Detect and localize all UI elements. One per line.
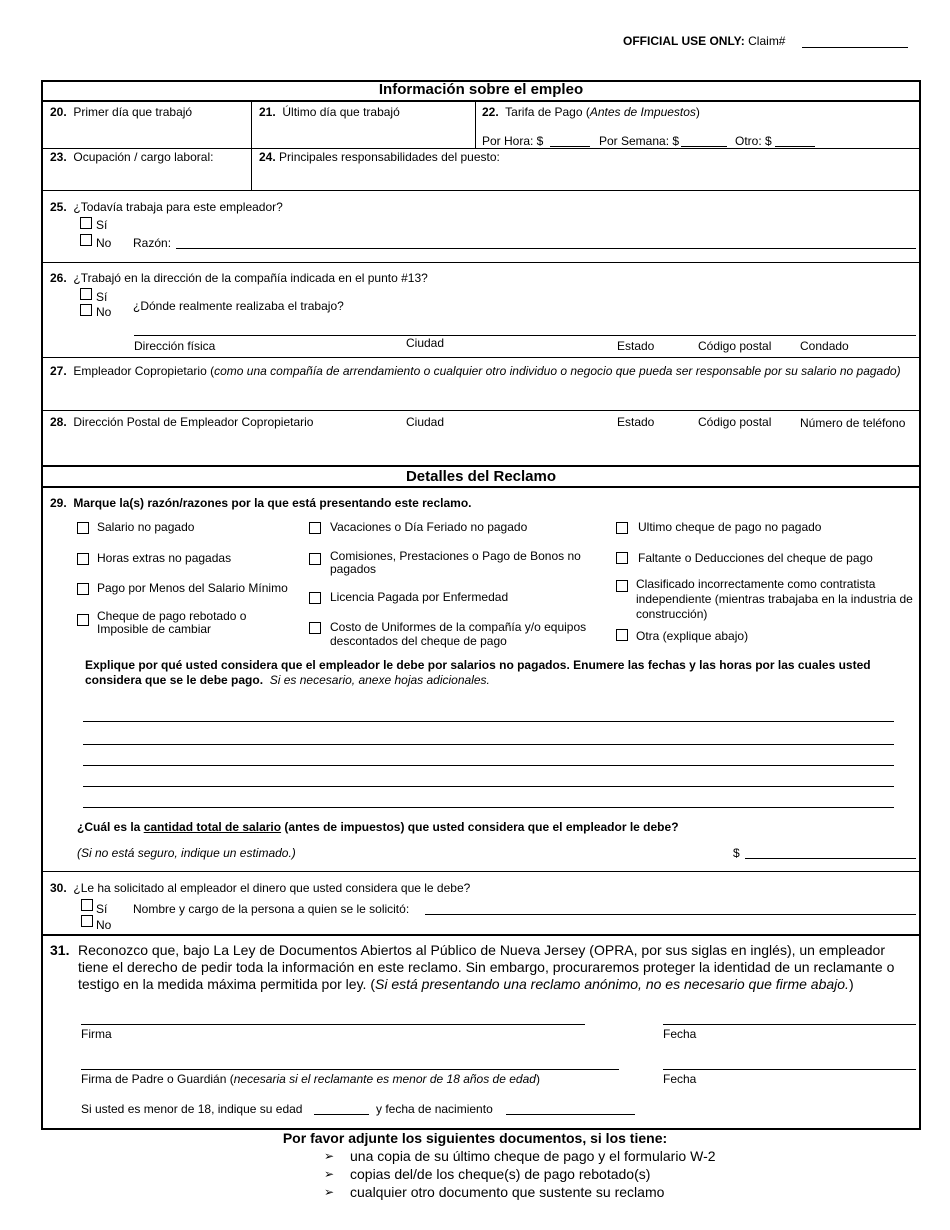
arrow-bullet-icon: ➢ bbox=[324, 1149, 335, 1163]
minor-age-field[interactable] bbox=[314, 1114, 369, 1115]
q30-label: ¿Le ha solicitado al empleador el dinero que usted considera que le debe? bbox=[73, 881, 471, 895]
minor-dob-field[interactable] bbox=[506, 1114, 635, 1115]
reason-commissions-checkbox[interactable] bbox=[309, 553, 321, 565]
q27: 27. Empleador Copropietario (como una compañía de arrendamiento o cualquier otro individuo o negocio que pueda ser responsable por su salario no pagado) bbox=[50, 364, 901, 378]
q26-yes-checkbox[interactable] bbox=[80, 288, 92, 300]
minor-age-label: Si usted es menor de 18, indique su edad bbox=[81, 1102, 303, 1116]
reason-min-wage-label: Pago por Menos del Salario Mínimo bbox=[97, 581, 288, 595]
q31-text: Reconozco que, bajo La Ley de Documentos Abiertos al Público de Nueva Jersey (OPRA, por sus siglas en inglés), un empleador tiene el derecho de pedir toda la información en este reclamo. Sin embargo, procuraremos proteger la identidad de un reclamante o testigo en la medida máxima permitida por ley. (Si está presentando una reclamo anónimo, no es necesario que firme abajo.) bbox=[78, 942, 895, 992]
reason-unpaid-wages-label: Salario no pagado bbox=[97, 520, 195, 534]
q30-name-field[interactable] bbox=[425, 914, 916, 915]
reason-overtime-checkbox[interactable] bbox=[77, 553, 89, 565]
q28: 28. Dirección Postal de Empleador Copropietario bbox=[50, 415, 314, 429]
date-field[interactable] bbox=[663, 1024, 916, 1025]
explain-line-4[interactable] bbox=[83, 786, 894, 787]
footer-title: Por favor adjunte los siguientes documentos, si los tiene: bbox=[282, 1130, 668, 1146]
q30: 30. ¿Le ha solicitado al empleador el dinero que usted considera que le debe? bbox=[50, 881, 471, 895]
reason-bounced-check-checkbox[interactable] bbox=[77, 614, 89, 626]
weekly-rate-field[interactable] bbox=[681, 146, 727, 147]
q28-label: Dirección Postal de Empleador Copropietario bbox=[73, 415, 314, 429]
q25-label: ¿Todavía trabaja para este empleador? bbox=[73, 200, 283, 214]
explain-line-2[interactable] bbox=[83, 744, 894, 745]
co-city-label: Ciudad bbox=[406, 415, 445, 429]
reason-commissions-label: Comisiones, Prestaciones o Pago de Bonos no pagados bbox=[330, 549, 581, 576]
reason-unpaid-wages-checkbox[interactable] bbox=[77, 522, 89, 534]
q20: 20. Primer día que trabajó bbox=[50, 105, 193, 119]
q22-other: Otro: $ bbox=[735, 134, 772, 148]
signature-label: Firma bbox=[81, 1027, 112, 1041]
reason-bounced-check-label: Cheque de pago rebotado o Imposible de cambiar bbox=[97, 609, 247, 636]
co-zip-label: Código postal bbox=[698, 415, 772, 429]
guardian-date-label: Fecha bbox=[663, 1072, 697, 1086]
reason-other-label: Otra (explique abajo) bbox=[636, 629, 749, 643]
reason-other-checkbox[interactable] bbox=[616, 629, 628, 641]
arrow-bullet-icon: ➢ bbox=[324, 1167, 335, 1181]
q25-no-checkbox[interactable] bbox=[80, 234, 92, 246]
q30-name-label: Nombre y cargo de la persona a quien se le solicitó: bbox=[133, 902, 410, 916]
official-use-header bbox=[623, 34, 785, 48]
city-label: Ciudad bbox=[406, 336, 445, 350]
q30-yes-label: Sí bbox=[96, 902, 108, 916]
reason-misclassified-label: Clasificado incorrectamente como contratista independiente (mientras trabajaba en la industria de construcción) bbox=[636, 577, 913, 621]
reason-deductions-checkbox[interactable] bbox=[616, 552, 628, 564]
date-label: Fecha bbox=[663, 1027, 697, 1041]
q26-label: ¿Trabajó en la dirección de la compañía indicada en el punto #13? bbox=[73, 271, 428, 285]
reason-vacation-label: Vacaciones o Día Feriado no pagado bbox=[330, 520, 528, 534]
co-employer-field[interactable] bbox=[42, 410, 920, 411]
q26-yes-label: Sí bbox=[96, 290, 108, 304]
addr-physical-label: Dirección física bbox=[134, 339, 216, 353]
reason-deductions-label: Faltante o Deducciones del cheque de pago bbox=[638, 551, 873, 565]
q31-number: 31. bbox=[50, 942, 70, 958]
q26: 26. ¿Trabajó en la dirección de la compañía indicada en el punto #13? bbox=[50, 271, 428, 285]
q30-no-label: No bbox=[96, 918, 112, 932]
claim-section-title: Detalles del Reclamo bbox=[405, 468, 557, 485]
reason-uniforms-checkbox[interactable] bbox=[309, 622, 321, 634]
q22: 22. Tarifa de Pago (Antes de Impuestos) bbox=[482, 105, 700, 119]
minor-dob-label: y fecha de nacimiento bbox=[376, 1102, 493, 1116]
claim-number-field[interactable] bbox=[802, 47, 908, 48]
other-rate-field[interactable] bbox=[775, 146, 815, 147]
reason-label: Razón: bbox=[133, 236, 172, 250]
claim-number-label: Claim# bbox=[748, 34, 786, 48]
reason-sick-leave-checkbox[interactable] bbox=[309, 592, 321, 604]
q24: 24. Principales responsabilidades del puesto: bbox=[259, 150, 500, 164]
state-label: Estado bbox=[617, 339, 655, 353]
employment-section-title: Información sobre el empleo bbox=[378, 81, 584, 98]
q26-where-label: ¿Dónde realmente realizaba el trabajo? bbox=[133, 299, 344, 313]
q29: 29. Marque la(s) razón/razones por la que está presentando este reclamo. bbox=[50, 496, 472, 510]
reason-sick-leave-label: Licencia Pagada por Enfermedad bbox=[330, 590, 509, 604]
zip-label: Código postal bbox=[698, 339, 772, 353]
explain-line-5[interactable] bbox=[83, 807, 894, 808]
amount-note: (Si no está seguro, indique un estimado.) bbox=[77, 846, 296, 860]
guardian-signature-field[interactable] bbox=[81, 1069, 619, 1070]
q22-week: Por Semana: $ bbox=[599, 134, 680, 148]
q29-label: Marque la(s) razón/razones por la que está presentando este reclamo. bbox=[73, 496, 472, 510]
guardian-date-field[interactable] bbox=[663, 1069, 916, 1070]
explain-line-1[interactable] bbox=[83, 721, 894, 722]
amount-field[interactable] bbox=[745, 858, 916, 859]
explain-instructions: Explique por qué usted considera que el empleador le debe por salarios no pagados. Enumere las fechas y las horas por las cuales usted considera que se le debe pago. Si es necesario, anexe hojas adicionales. bbox=[85, 658, 871, 687]
q20-label: Primer día que trabajó bbox=[73, 105, 193, 119]
reason-last-check-checkbox[interactable] bbox=[616, 522, 628, 534]
guardian-label: Firma de Padre o Guardián (necesaria si el reclamante es menor de 18 años de edad) bbox=[81, 1072, 540, 1086]
q30-yes-checkbox[interactable] bbox=[81, 899, 93, 911]
reason-uniforms-label: Costo de Uniformes de la compañía y/o equipos descontados del cheque de pago bbox=[330, 620, 587, 648]
q23: 23. Ocupación / cargo laboral: bbox=[50, 150, 214, 164]
reason-misclassified-checkbox[interactable] bbox=[616, 580, 628, 592]
reason-overtime-label: Horas extras no pagadas bbox=[97, 551, 232, 565]
footer-item-2: copias del/de los cheque(s) de pago rebotado(s) bbox=[350, 1166, 651, 1182]
q24-label: Principales responsabilidades del puesto: bbox=[279, 150, 500, 164]
amount-question: ¿Cuál es la cantidad total de salario (antes de impuestos) que usted considera que el empleador le debe? bbox=[77, 820, 679, 834]
county-label: Condado bbox=[800, 339, 849, 353]
co-phone-label: Número de teléfono bbox=[800, 416, 906, 430]
arrow-bullet-icon: ➢ bbox=[324, 1185, 335, 1199]
q25-yes-checkbox[interactable] bbox=[80, 217, 92, 229]
reason-vacation-checkbox[interactable] bbox=[309, 522, 321, 534]
signature-field[interactable] bbox=[81, 1024, 585, 1025]
footer-item-1: una copia de su último cheque de pago y el formulario W-2 bbox=[350, 1148, 716, 1164]
official-use-label: OFFICIAL USE ONLY: bbox=[623, 34, 745, 48]
q23-label: Ocupación / cargo laboral: bbox=[73, 150, 214, 164]
q25-no-label: No bbox=[96, 236, 112, 250]
dollar-sign: $ bbox=[733, 846, 740, 860]
q25: 25. ¿Todavía trabaja para este empleador? bbox=[50, 200, 283, 214]
reason-min-wage-checkbox[interactable] bbox=[77, 583, 89, 595]
explain-line-3[interactable] bbox=[83, 765, 894, 766]
co-state-label: Estado bbox=[617, 415, 655, 429]
q30-no-checkbox[interactable] bbox=[81, 915, 93, 927]
reason-last-check-label: Ultimo cheque de pago no pagado bbox=[638, 520, 822, 534]
reason-field[interactable] bbox=[176, 248, 916, 249]
footer-item-3: cualquier otro documento que sustente su reclamo bbox=[350, 1184, 665, 1200]
q22-hour: Por Hora: $ bbox=[482, 134, 544, 148]
q25-yes-label: Sí bbox=[96, 218, 108, 232]
q21: 21. Último día que trabajó bbox=[259, 105, 400, 119]
hourly-rate-field[interactable] bbox=[550, 146, 590, 147]
q26-no-label: No bbox=[96, 305, 112, 319]
q26-no-checkbox[interactable] bbox=[80, 304, 92, 316]
q21-label: Último día que trabajó bbox=[282, 105, 400, 119]
work-address-field[interactable] bbox=[134, 335, 916, 336]
